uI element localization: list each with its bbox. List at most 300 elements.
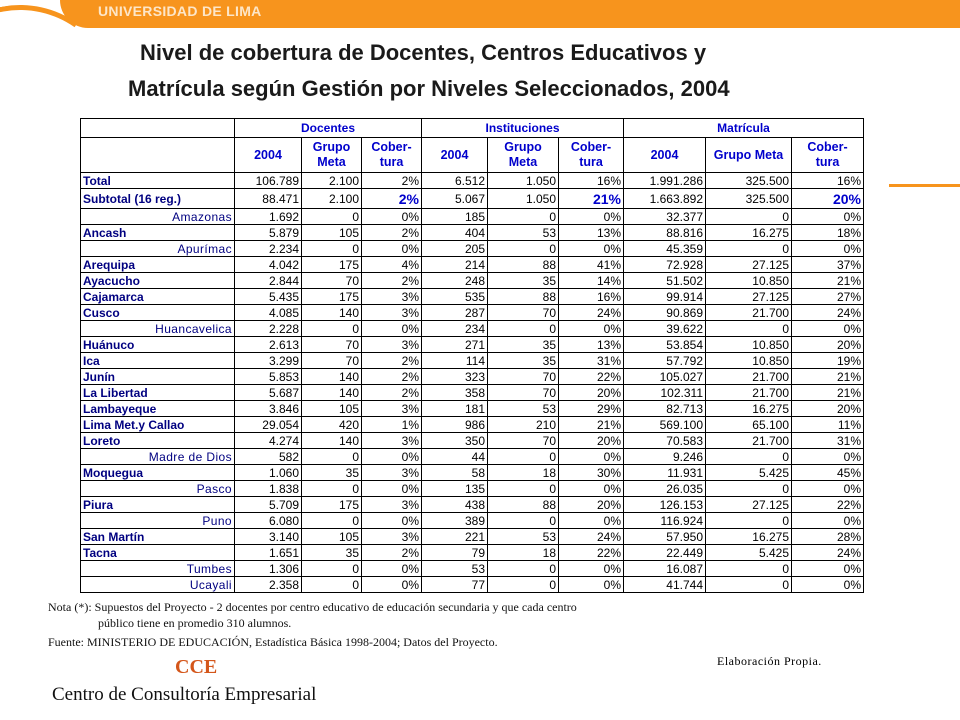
table-row <box>81 369 864 385</box>
coverage-table <box>80 118 864 593</box>
subheader-instituciones-2: Cober- tura <box>559 138 624 173</box>
region-cell: Huánuco <box>81 337 235 353</box>
value-cell: 105.027 <box>624 369 706 385</box>
value-cell: 31% <box>792 433 864 449</box>
table-row <box>81 433 864 449</box>
value-cell: 2% <box>362 173 422 189</box>
region-cell: Cusco <box>81 305 235 321</box>
table-row <box>81 289 864 305</box>
value-cell: 27.125 <box>706 289 792 305</box>
value-cell: 5.425 <box>706 545 792 561</box>
table-row <box>81 225 864 241</box>
value-cell: 140 <box>302 305 362 321</box>
value-cell: 20% <box>559 433 624 449</box>
subheader-docentes-1: Grupo Meta <box>302 138 362 173</box>
region-cell: Ancash <box>81 225 235 241</box>
value-cell: 4.042 <box>235 257 302 273</box>
value-cell: 22% <box>559 369 624 385</box>
value-cell: 205 <box>422 241 488 257</box>
value-cell: 181 <box>422 401 488 417</box>
value-cell: 0% <box>362 449 422 465</box>
value-cell: 65.100 <box>706 417 792 433</box>
table-row <box>81 449 864 465</box>
value-cell: 26.035 <box>624 481 706 497</box>
value-cell: 105 <box>302 529 362 545</box>
value-cell: 325.500 <box>706 173 792 189</box>
table-row <box>81 189 864 209</box>
region-cell: Huancavelica <box>81 321 235 337</box>
value-cell: 9.246 <box>624 449 706 465</box>
table-row <box>81 481 864 497</box>
value-cell: 82.713 <box>624 401 706 417</box>
value-cell: 57.950 <box>624 529 706 545</box>
value-cell: 0% <box>559 481 624 497</box>
value-cell: 114 <box>422 353 488 369</box>
university-name: UNIVERSIDAD DE LIMA <box>98 3 262 19</box>
value-cell: 0 <box>302 513 362 529</box>
value-cell: 18 <box>488 465 559 481</box>
value-cell: 0 <box>488 321 559 337</box>
value-cell: 389 <box>422 513 488 529</box>
value-cell: 2.100 <box>302 173 362 189</box>
value-cell: 35 <box>488 337 559 353</box>
value-cell: 325.500 <box>706 189 792 209</box>
value-cell: 0 <box>488 577 559 593</box>
value-cell: 2.844 <box>235 273 302 289</box>
value-cell: 19% <box>792 353 864 369</box>
value-cell: 0 <box>706 209 792 225</box>
value-cell: 5.067 <box>422 189 488 209</box>
value-cell: 10.850 <box>706 273 792 289</box>
subheader-instituciones-0: 2004 <box>422 138 488 173</box>
region-cell: Cajamarca <box>81 289 235 305</box>
value-cell: 420 <box>302 417 362 433</box>
value-cell: 0 <box>302 481 362 497</box>
region-cell: Arequipa <box>81 257 235 273</box>
value-cell: 0% <box>362 561 422 577</box>
value-cell: 53 <box>422 561 488 577</box>
value-cell: 24% <box>559 305 624 321</box>
value-cell: 986 <box>422 417 488 433</box>
value-cell: 20% <box>559 497 624 513</box>
value-cell: 16.275 <box>706 401 792 417</box>
subheader-matricula-2: Cober- tura <box>792 138 864 173</box>
value-cell: 0% <box>559 449 624 465</box>
value-cell: 0% <box>792 321 864 337</box>
value-cell: 27.125 <box>706 497 792 513</box>
value-cell: 20% <box>792 401 864 417</box>
table-row <box>81 465 864 481</box>
value-cell: 404 <box>422 225 488 241</box>
value-cell: 105 <box>302 225 362 241</box>
group-header-instituciones: Instituciones <box>422 119 624 138</box>
value-cell: 88 <box>488 257 559 273</box>
value-cell: 140 <box>302 385 362 401</box>
table-row <box>81 353 864 369</box>
value-cell: 0 <box>302 241 362 257</box>
value-cell: 0 <box>302 577 362 593</box>
top-banner <box>60 0 960 28</box>
value-cell: 57.792 <box>624 353 706 369</box>
value-cell: 24% <box>792 305 864 321</box>
value-cell: 214 <box>422 257 488 273</box>
region-cell: Madre de Dios <box>81 449 235 465</box>
value-cell: 0 <box>488 481 559 497</box>
region-cell: La Libertad <box>81 385 235 401</box>
value-cell: 1% <box>362 417 422 433</box>
value-cell: 88.816 <box>624 225 706 241</box>
value-cell: 1.692 <box>235 209 302 225</box>
region-cell: Ucayali <box>81 577 235 593</box>
value-cell: 16.275 <box>706 529 792 545</box>
value-cell: 22% <box>559 545 624 561</box>
value-cell: 53 <box>488 225 559 241</box>
value-cell: 41.744 <box>624 577 706 593</box>
table-row <box>81 545 864 561</box>
value-cell: 0 <box>488 561 559 577</box>
value-cell: 0 <box>706 321 792 337</box>
value-cell: 248 <box>422 273 488 289</box>
value-cell: 72.928 <box>624 257 706 273</box>
value-cell: 0% <box>362 209 422 225</box>
value-cell: 0 <box>706 577 792 593</box>
value-cell: 37% <box>792 257 864 273</box>
value-cell: 0% <box>792 513 864 529</box>
value-cell: 45% <box>792 465 864 481</box>
value-cell: 438 <box>422 497 488 513</box>
page-title-line-1: Nivel de cobertura de Docentes, Centros Educativos y <box>140 40 707 65</box>
table-row <box>81 257 864 273</box>
region-cell: Ica <box>81 353 235 369</box>
group-header-docentes: Docentes <box>235 119 422 138</box>
value-cell: 0 <box>488 241 559 257</box>
value-cell: 99.914 <box>624 289 706 305</box>
value-cell: 0% <box>792 449 864 465</box>
value-cell: 11% <box>792 417 864 433</box>
value-cell: 140 <box>302 369 362 385</box>
value-cell: 2.228 <box>235 321 302 337</box>
value-cell: 6.512 <box>422 173 488 189</box>
value-cell: 22.449 <box>624 545 706 561</box>
value-cell: 0 <box>706 561 792 577</box>
value-cell: 45.359 <box>624 241 706 257</box>
value-cell: 70 <box>488 305 559 321</box>
value-cell: 185 <box>422 209 488 225</box>
value-cell: 358 <box>422 385 488 401</box>
value-cell: 0% <box>362 513 422 529</box>
value-cell: 0 <box>302 561 362 577</box>
value-cell: 16% <box>792 173 864 189</box>
table-row <box>81 513 864 529</box>
table-row <box>81 241 864 257</box>
subheader-instituciones-1: Grupo Meta <box>488 138 559 173</box>
value-cell: 18% <box>792 225 864 241</box>
value-cell: 0 <box>706 449 792 465</box>
value-cell: 18 <box>488 545 559 561</box>
region-cell: Puno <box>81 513 235 529</box>
value-cell: 21.700 <box>706 305 792 321</box>
value-cell: 2% <box>362 189 422 209</box>
value-cell: 1.050 <box>488 173 559 189</box>
value-cell: 21.700 <box>706 385 792 401</box>
value-cell: 22% <box>792 497 864 513</box>
value-cell: 16% <box>559 289 624 305</box>
value-cell: 39.622 <box>624 321 706 337</box>
decorative-line <box>889 184 960 187</box>
value-cell: 3% <box>362 401 422 417</box>
table-row <box>81 417 864 433</box>
group-header-matricula: Matrícula <box>624 119 864 138</box>
value-cell: 10.850 <box>706 337 792 353</box>
value-cell: 0% <box>792 481 864 497</box>
value-cell: 53 <box>488 401 559 417</box>
source-note: Fuente: MINISTERIO DE EDUCACIÓN, Estadística Básica 1998-2004; Datos del Proyecto. <box>48 635 498 649</box>
value-cell: 2.358 <box>235 577 302 593</box>
value-cell: 70.583 <box>624 433 706 449</box>
value-cell: 0% <box>559 513 624 529</box>
value-cell: 77 <box>422 577 488 593</box>
value-cell: 3.140 <box>235 529 302 545</box>
value-cell: 44 <box>422 449 488 465</box>
value-cell: 1.991.286 <box>624 173 706 189</box>
value-cell: 21% <box>792 369 864 385</box>
value-cell: 32.377 <box>624 209 706 225</box>
value-cell: 175 <box>302 289 362 305</box>
value-cell: 29% <box>559 401 624 417</box>
value-cell: 53 <box>488 529 559 545</box>
coverage-table-container <box>80 118 864 593</box>
value-cell: 135 <box>422 481 488 497</box>
table-row <box>81 337 864 353</box>
value-cell: 27.125 <box>706 257 792 273</box>
value-cell: 287 <box>422 305 488 321</box>
value-cell: 175 <box>302 497 362 513</box>
value-cell: 569.100 <box>624 417 706 433</box>
value-cell: 3% <box>362 497 422 513</box>
value-cell: 31% <box>559 353 624 369</box>
value-cell: 70 <box>302 273 362 289</box>
corner-cell <box>81 119 235 138</box>
value-cell: 105 <box>302 401 362 417</box>
value-cell: 21.700 <box>706 369 792 385</box>
corner-cell-lower <box>81 138 235 173</box>
value-cell: 16.275 <box>706 225 792 241</box>
value-cell: 88 <box>488 289 559 305</box>
table-row <box>81 577 864 593</box>
subheader-docentes-0: 2004 <box>235 138 302 173</box>
value-cell: 0 <box>488 209 559 225</box>
subheader-matricula-1: Grupo Meta <box>706 138 792 173</box>
value-cell: 116.924 <box>624 513 706 529</box>
value-cell: 28% <box>792 529 864 545</box>
value-cell: 5.425 <box>706 465 792 481</box>
value-cell: 35 <box>488 273 559 289</box>
value-cell: 271 <box>422 337 488 353</box>
region-cell: Tumbes <box>81 561 235 577</box>
region-cell: Moquegua <box>81 465 235 481</box>
value-cell: 5.853 <box>235 369 302 385</box>
region-cell: Pasco <box>81 481 235 497</box>
value-cell: 88.471 <box>235 189 302 209</box>
table-row <box>81 401 864 417</box>
value-cell: 13% <box>559 337 624 353</box>
value-cell: 2% <box>362 273 422 289</box>
value-cell: 175 <box>302 257 362 273</box>
value-cell: 0% <box>559 577 624 593</box>
value-cell: 16% <box>559 173 624 189</box>
value-cell: 4.085 <box>235 305 302 321</box>
value-cell: 106.789 <box>235 173 302 189</box>
value-cell: 70 <box>302 337 362 353</box>
value-cell: 2% <box>362 353 422 369</box>
value-cell: 21% <box>792 385 864 401</box>
value-cell: 0% <box>362 577 422 593</box>
value-cell: 51.502 <box>624 273 706 289</box>
value-cell: 2.613 <box>235 337 302 353</box>
value-cell: 3% <box>362 337 422 353</box>
value-cell: 0% <box>559 561 624 577</box>
value-cell: 0% <box>792 561 864 577</box>
value-cell: 0% <box>362 241 422 257</box>
table-row <box>81 497 864 513</box>
value-cell: 0% <box>559 241 624 257</box>
value-cell: 90.869 <box>624 305 706 321</box>
value-cell: 4.274 <box>235 433 302 449</box>
value-cell: 70 <box>488 369 559 385</box>
table-row <box>81 305 864 321</box>
cce-full-name: Centro de Consultoría Empresarial <box>52 684 317 705</box>
value-cell: 24% <box>792 545 864 561</box>
value-cell: 53.854 <box>624 337 706 353</box>
table-row <box>81 321 864 337</box>
region-cell: Ayacucho <box>81 273 235 289</box>
value-cell: 3% <box>362 529 422 545</box>
value-cell: 0% <box>559 209 624 225</box>
value-cell: 79 <box>422 545 488 561</box>
value-cell: 35 <box>302 545 362 561</box>
value-cell: 0 <box>706 241 792 257</box>
value-cell: 20% <box>792 189 864 209</box>
value-cell: 13% <box>559 225 624 241</box>
cce-logo-text: CCE <box>175 656 218 678</box>
value-cell: 5.879 <box>235 225 302 241</box>
value-cell: 535 <box>422 289 488 305</box>
table-row <box>81 209 864 225</box>
value-cell: 0% <box>559 321 624 337</box>
value-cell: 21% <box>559 189 624 209</box>
region-cell: Tacna <box>81 545 235 561</box>
region-cell: Piura <box>81 497 235 513</box>
region-cell: Total <box>81 173 235 189</box>
value-cell: 3% <box>362 289 422 305</box>
value-cell: 0% <box>792 241 864 257</box>
value-cell: 102.311 <box>624 385 706 401</box>
value-cell: 0 <box>488 513 559 529</box>
value-cell: 0% <box>792 209 864 225</box>
value-cell: 323 <box>422 369 488 385</box>
value-cell: 20% <box>792 337 864 353</box>
value-cell: 2% <box>362 545 422 561</box>
value-cell: 10.850 <box>706 353 792 369</box>
value-cell: 5.709 <box>235 497 302 513</box>
value-cell: 140 <box>302 433 362 449</box>
value-cell: 16.087 <box>624 561 706 577</box>
table-row <box>81 561 864 577</box>
value-cell: 2% <box>362 385 422 401</box>
value-cell: 2% <box>362 369 422 385</box>
value-cell: 3.846 <box>235 401 302 417</box>
value-cell: 0 <box>302 321 362 337</box>
value-cell: 21% <box>792 273 864 289</box>
value-cell: 234 <box>422 321 488 337</box>
note-line-1: Nota (*): Supuestos del Proyecto - 2 docentes por centro educativo de educación secundaria y que cada centro <box>48 600 577 614</box>
value-cell: 35 <box>302 465 362 481</box>
value-cell: 2.100 <box>302 189 362 209</box>
subheader-matricula-0: 2004 <box>624 138 706 173</box>
value-cell: 20% <box>559 385 624 401</box>
region-cell: Subtotal (16 reg.) <box>81 189 235 209</box>
value-cell: 1.651 <box>235 545 302 561</box>
value-cell: 3.299 <box>235 353 302 369</box>
region-cell: San Martín <box>81 529 235 545</box>
subheader-docentes-2: Cober- tura <box>362 138 422 173</box>
value-cell: 0 <box>488 449 559 465</box>
region-cell: Amazonas <box>81 209 235 225</box>
value-cell: 2% <box>362 225 422 241</box>
value-cell: 35 <box>488 353 559 369</box>
table-row <box>81 385 864 401</box>
value-cell: 0 <box>706 513 792 529</box>
value-cell: 3% <box>362 465 422 481</box>
value-cell: 210 <box>488 417 559 433</box>
value-cell: 21% <box>559 417 624 433</box>
value-cell: 21.700 <box>706 433 792 449</box>
value-cell: 3% <box>362 305 422 321</box>
value-cell: 5.435 <box>235 289 302 305</box>
region-cell: Lima Met.y Callao <box>81 417 235 433</box>
value-cell: 14% <box>559 273 624 289</box>
value-cell: 1.050 <box>488 189 559 209</box>
region-cell: Apurímac <box>81 241 235 257</box>
region-cell: Loreto <box>81 433 235 449</box>
value-cell: 2.234 <box>235 241 302 257</box>
value-cell: 0 <box>706 481 792 497</box>
value-cell: 24% <box>559 529 624 545</box>
value-cell: 70 <box>488 385 559 401</box>
value-cell: 70 <box>488 433 559 449</box>
value-cell: 41% <box>559 257 624 273</box>
value-cell: 70 <box>302 353 362 369</box>
page-title-line-2: Matrícula según Gestión por Niveles Seleccionados, 2004 <box>128 76 730 101</box>
region-cell: Lambayeque <box>81 401 235 417</box>
elaboration-note: Elaboración Propia. <box>717 654 822 668</box>
value-cell: 221 <box>422 529 488 545</box>
region-cell: Junín <box>81 369 235 385</box>
value-cell: 58 <box>422 465 488 481</box>
table-row <box>81 173 864 189</box>
value-cell: 350 <box>422 433 488 449</box>
value-cell: 88 <box>488 497 559 513</box>
table-row <box>81 273 864 289</box>
value-cell: 1.060 <box>235 465 302 481</box>
value-cell: 1.838 <box>235 481 302 497</box>
value-cell: 0% <box>792 577 864 593</box>
value-cell: 30% <box>559 465 624 481</box>
value-cell: 0 <box>302 449 362 465</box>
value-cell: 29.054 <box>235 417 302 433</box>
value-cell: 5.687 <box>235 385 302 401</box>
value-cell: 4% <box>362 257 422 273</box>
